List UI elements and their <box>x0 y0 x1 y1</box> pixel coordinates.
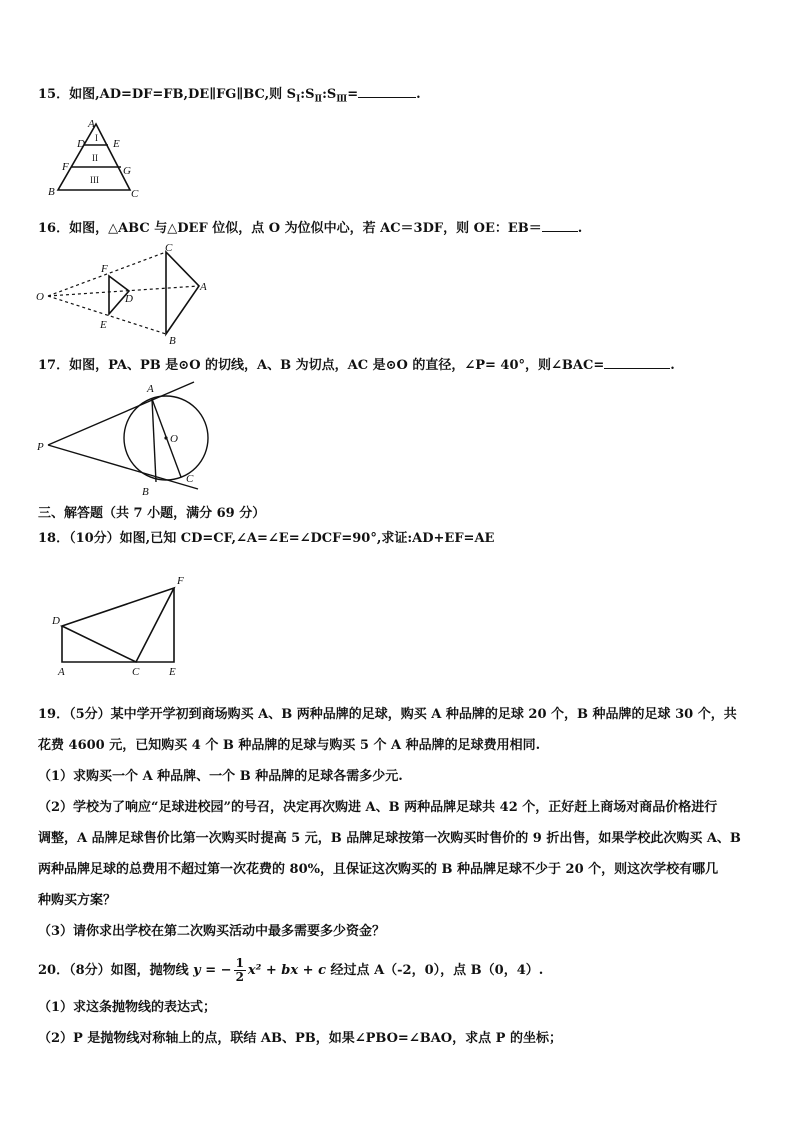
label-c: C <box>165 242 173 254</box>
label-c: C <box>132 666 140 678</box>
label-f: F <box>177 575 184 587</box>
q18-figure <box>46 572 196 680</box>
q19-sub3: （3）请你求出学校在第二次购买活动中最多需要多少资金？ <box>38 924 386 939</box>
q19-line1: 19．（5分）某中学开学初到商场购买 A、B 两种品牌的足球，购买 A 种品牌的足球 20 个，B 种品牌的足球 30 个，共 <box>38 707 737 722</box>
q20-sub1: （1）求这条抛物线的表达式； <box>38 1000 217 1015</box>
q17-text: 17．如图，PA、PB 是⊙O 的切线，A、B 为切点，AC 是⊙O 的直径，∠P= 40°，则∠BAC= . <box>38 355 675 375</box>
q20-text: 20．（8分）如图，抛物线 y = − $\frac{1}{2}$ x² + bx + c 经过点 A（-2，0），点 B（0，4）. <box>38 956 544 984</box>
q15-text: 15．如图,AD=DF=FB,DE∥FG∥BC,则 $S_Ⅰ:S_Ⅱ:S_Ⅲ=$ . <box>38 84 421 109</box>
answer-blank <box>604 355 670 369</box>
label-e: E <box>100 319 107 331</box>
answer-blank <box>542 218 578 232</box>
region-iii: III <box>90 175 99 185</box>
label-a: A <box>88 118 95 130</box>
q19-sub2-line2: 调整，A 品牌足球售价比第一次购买时提高 5 元，B 品牌足球按第一次购买时售价的 9 折出售，如果学校此次购买 A、B <box>38 831 741 846</box>
label-a: A <box>58 666 65 678</box>
label-c: C <box>186 473 194 485</box>
q19-sub1: （1）求购买一个 A 种品牌、一个 B 种品牌的足球各需多少元. <box>38 769 403 784</box>
label-a: A <box>147 383 154 395</box>
label-g: G <box>123 165 131 177</box>
q16-text: 16．如图，△ABC 与△DEF 位似，点 O 为位似中心，若 AC＝3DF，则 OE：EB＝ . <box>38 218 582 238</box>
label-e: E <box>113 138 120 150</box>
q16-figure <box>34 238 224 348</box>
q19-sub2-line4: 种购买方案？ <box>38 893 117 908</box>
label-d: D <box>125 293 133 305</box>
region-ii: II <box>92 153 98 163</box>
region-i: I <box>95 133 98 143</box>
label-a: A <box>200 281 207 293</box>
fraction: $\frac{1}{2}$ <box>235 956 244 984</box>
q20-sub2: （2）P 是抛物线对称轴上的点，联结 AB、PB，如果∠PBO=∠BAO，求点 P 的坐标； <box>38 1031 562 1046</box>
label-d: D <box>77 138 85 150</box>
q19-sub2-line1: （2）学校为了响应“足球进校园”的号召，决定再次购进 A、B 两种品牌足球共 42 个，正好赶上商场对商品价格进行 <box>38 800 718 815</box>
q19-line2: 花费 4600 元，已知购买 4 个 B 种品牌的足球与购买 5 个 A 种品牌的足球费用相同. <box>38 738 541 753</box>
label-f: F <box>101 263 108 275</box>
q17-figure <box>34 378 224 500</box>
q19-sub2-line3: 两种品牌足球的总费用不超过第一次花费的 80%，且保证这次购买的 B 种品牌足球不少于 20 个，则这次学校有哪几 <box>38 862 719 877</box>
label-d: D <box>52 615 60 627</box>
section-heading: 三、解答题（共 7 小题，满分 69 分） <box>38 506 266 521</box>
label-b: B <box>142 486 149 498</box>
label-b: B <box>169 335 176 347</box>
label-p: P <box>37 441 44 453</box>
q18-text: 18．（10分）如图,已知 CD=CF,∠A=∠E=∠DCF=90°,求证:AD+EF=AE <box>38 531 495 546</box>
answer-blank <box>358 84 416 98</box>
label-o: O <box>170 433 178 445</box>
label-e: E <box>169 666 176 678</box>
label-o: O <box>36 291 44 303</box>
label-c: C <box>131 188 139 198</box>
label-b: B <box>48 186 55 198</box>
q15-figure <box>44 116 144 198</box>
label-f: F <box>62 161 69 173</box>
